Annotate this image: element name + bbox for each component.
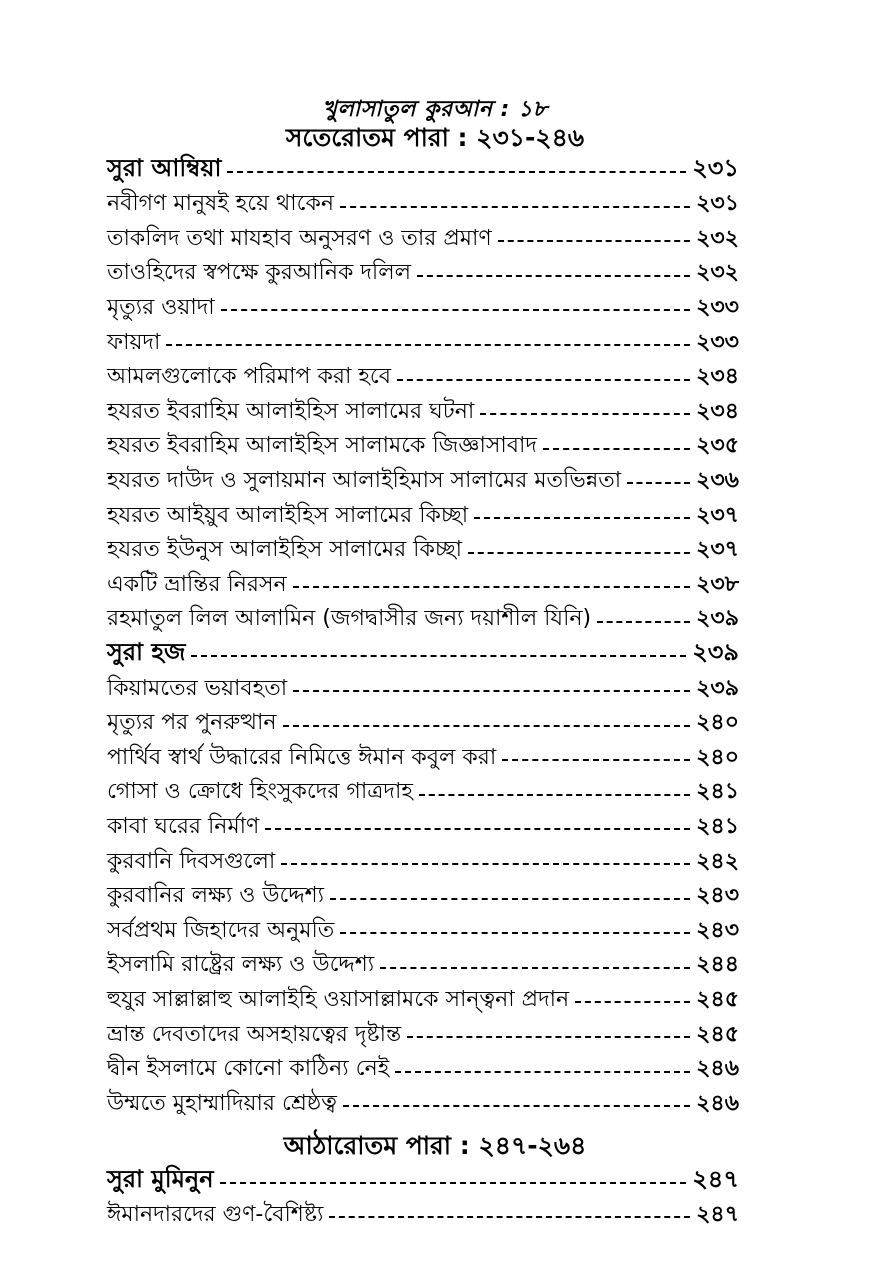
toc-entry-title: সুরা আম্বিয়া	[107, 154, 222, 182]
toc-entry-title: সুরা হজ	[107, 638, 186, 667]
dotted-leader	[340, 932, 690, 934]
toc-entry	[107, 776, 739, 810]
dotted-leader	[480, 413, 690, 415]
toc-entry	[107, 464, 739, 498]
toc-entry-surah	[107, 1164, 739, 1198]
toc-entry-surah	[107, 637, 739, 671]
toc-entry	[107, 291, 739, 325]
toc-entry	[107, 1087, 739, 1121]
toc-entry-title: আমলগুলোকে পরিমাপ করা হবে	[107, 364, 391, 390]
toc-entry-page-number: ২৪০	[696, 710, 739, 736]
toc-entry-page-number: ২৪১	[696, 813, 739, 839]
dotted-leader	[419, 794, 690, 796]
dotted-leader	[281, 863, 690, 865]
dotted-leader	[468, 552, 690, 554]
toc-entry	[107, 707, 739, 741]
dotted-leader	[417, 275, 690, 277]
toc-entry-page-number: ২৪৫	[696, 986, 739, 1012]
toc-entry-title: সুরা মুমিনুন	[107, 1164, 214, 1193]
running-header-title: খুলাসাতুল কুরআন : ১৮	[322, 97, 548, 122]
toc-entry-title: হযরত ইবরাহিম আলাইহিস সালামকে জিজ্ঞাসাবাদ	[107, 433, 537, 459]
toc-entry	[107, 603, 739, 637]
toc-entry-page-number: ২৪২	[696, 848, 739, 874]
toc-entry-page-number: ২৩৮	[696, 571, 739, 597]
toc-entry-title: ঈমানদারদের গুণ-বৈশিষ্ট্য	[107, 1201, 324, 1227]
toc-entry	[107, 949, 739, 983]
toc-entry-page-number: ২৩৯	[696, 675, 739, 701]
toc-entry-page-number: ২৪৬	[696, 1056, 739, 1082]
toc-entry-page-number: ২৪৩	[696, 883, 739, 909]
toc-entry	[107, 1053, 739, 1087]
dotted-leader	[498, 240, 690, 242]
toc-entry-page-number: ২৩৩	[696, 329, 739, 355]
toc-entry-title: কাবা ঘরের নির্মাণ	[107, 813, 260, 839]
section-heading: আঠারোতম পারা : ২৪৭-২৬৪	[283, 1130, 587, 1160]
toc-entry-page-number: ২৪৫	[696, 1021, 739, 1047]
toc-entry-title: কুরবানি দিবসগুলো	[107, 848, 276, 874]
toc-entry-page-number: ২৪১	[696, 779, 739, 805]
dotted-leader	[283, 725, 691, 727]
toc-entry	[107, 361, 739, 395]
dotted-leader	[597, 621, 690, 623]
toc-entry-page-number: ২৪৬	[696, 1090, 739, 1116]
toc-entry	[107, 914, 739, 948]
toc-entry-title: তাকলিদ তথা মাযহাব অনুসরণ ও তার প্রমাণ	[107, 225, 492, 251]
toc-entry-page-number: ২৩৩	[696, 294, 739, 320]
toc-entry	[107, 499, 739, 533]
toc-entry-page-number: ২৪৪	[696, 952, 739, 978]
toc-entry-page-number: ২৪৩	[696, 917, 739, 943]
toc-entry	[107, 326, 739, 360]
toc-entry-title: মৃত্যুর পর পুনরুত্থান	[107, 710, 277, 736]
toc-entry	[107, 568, 739, 602]
dotted-leader	[627, 482, 690, 484]
toc-entry-page-number: ২৩৭	[696, 537, 739, 563]
toc-entry	[107, 1198, 739, 1232]
dotted-leader	[220, 1182, 687, 1184]
toc-entry	[107, 430, 739, 464]
toc-entry-title: কুরবানির লক্ষ্য ও উদ্দেশ্য	[107, 883, 325, 909]
toc-entry-page-number: ২৪৭	[696, 1201, 739, 1227]
toc-entry-page-number: ২৩২	[696, 260, 739, 286]
dotted-leader	[474, 517, 690, 519]
dotted-leader	[293, 586, 690, 588]
toc-entry-title: সর্বপ্রথম জিহাদের অনুমতি	[107, 917, 335, 943]
dotted-leader	[265, 828, 690, 830]
dotted-leader	[166, 344, 690, 346]
dotted-leader	[340, 206, 690, 208]
dotted-leader	[380, 967, 690, 969]
toc-entry-title: উম্মতে মুহাম্মাদিয়ার শ্রেষ্ঠত্ব	[107, 1090, 337, 1116]
toc-entry	[107, 222, 739, 256]
toc-entry	[107, 672, 739, 706]
dotted-leader	[502, 759, 690, 761]
toc-entry-surah	[107, 153, 739, 187]
toc-entry-page-number: ২৩৬	[696, 467, 739, 493]
toc-entry	[107, 395, 739, 429]
toc-entry	[107, 983, 739, 1017]
toc-entry-title: হযরত দাউদ ও সুলায়মান আলাইহিমাস সালামের মতভিন্নতা	[107, 467, 622, 493]
dotted-leader	[191, 655, 686, 657]
toc-entry	[107, 257, 739, 291]
toc-entry	[107, 880, 739, 914]
toc-entry-page-number: ২৩৯	[696, 606, 739, 632]
section-heading: সতেরোতম পারা : ২৩১-২৪৬	[285, 123, 585, 152]
toc-entry	[107, 810, 739, 844]
toc-entry-page-number: ২৩৫	[696, 433, 739, 459]
toc-entry-title: ইসলামি রাষ্ট্রের লক্ষ্য ও উদ্দেশ্য	[107, 952, 375, 978]
toc-entry	[107, 534, 739, 568]
toc-entry-title: কিয়ামতের ভয়াবহতা	[107, 675, 288, 701]
dotted-leader	[397, 379, 690, 381]
toc-entry-page-number: ২৪৭	[692, 1164, 739, 1193]
dotted-leader	[330, 898, 690, 900]
toc-entry-title: হযরত ইউনুস আলাইহিস সালামের কিচ্ছা	[107, 537, 463, 563]
toc-entry-title: দ্বীন ইসলামে কোনো কাঠিন্য নেই	[107, 1056, 390, 1082]
dotted-leader	[221, 309, 690, 311]
toc-entry-title: রহমাতুল লিল আলামিন (জগদ্বাসীর জন্য দয়াশীল যিনি)	[107, 606, 592, 632]
dotted-leader	[395, 1071, 690, 1073]
toc-entry-page-number: ২৪০	[696, 744, 739, 770]
toc-entry-title: তাওহিদের স্বপক্ষে কুরআনিক দলিল	[107, 260, 412, 286]
toc-entry-page-number: ২৩৭	[696, 502, 739, 528]
dotted-leader	[543, 448, 690, 450]
toc-entry-page-number: ২৩৪	[696, 398, 739, 424]
toc-entry-title: মৃত্যুর ওয়াদা	[107, 294, 215, 320]
toc-entry-page-number: ২৩১	[692, 154, 739, 182]
toc-entry-title: একটি ভ্রান্তির নিরসন	[107, 571, 287, 597]
dotted-leader	[343, 1105, 690, 1107]
toc-entry-title: হযরত আইয়ুব আলাইহিস সালামের কিচ্ছা	[107, 502, 469, 528]
toc-entry-title: হযরত ইবরাহিম আলাইহিস সালামের ঘটনা	[107, 398, 475, 424]
toc-entry-page-number: ২৩৯	[692, 638, 739, 667]
toc-entry	[107, 188, 739, 222]
dotted-leader	[407, 1036, 690, 1038]
toc-entry-title: পার্থিব স্বার্থ উদ্ধারের নিমিত্তে ঈমান কবুল করা	[107, 744, 497, 770]
toc-entry-page-number: ২৩১	[696, 191, 739, 217]
dotted-leader	[575, 1001, 690, 1003]
toc-entry	[107, 741, 739, 775]
toc-entry-title: গোসা ও ক্রোধে হিংসুকদের গাত্রদাহ	[107, 779, 413, 805]
toc-entry	[107, 845, 739, 879]
toc-entry	[107, 1018, 739, 1052]
toc-entry-title: ফায়দা	[107, 329, 161, 355]
dotted-leader	[293, 690, 690, 692]
dotted-leader	[227, 171, 686, 173]
toc-entry-title: নবীগণ মানুষই হয়ে থাকেন	[107, 191, 335, 217]
toc-entry-title: ভ্রান্ত দেবতাদের অসহায়ত্বের দৃষ্টান্ত	[107, 1021, 402, 1047]
toc-entry-page-number: ২৩২	[696, 225, 739, 251]
toc-entry-title: হুযুর সাল্লাল্লাহু আলাইহি ওয়াসাল্লামকে সান্ত্বনা প্রদান	[107, 986, 570, 1012]
dotted-leader	[329, 1216, 690, 1218]
toc-entry-page-number: ২৩৪	[696, 364, 739, 390]
